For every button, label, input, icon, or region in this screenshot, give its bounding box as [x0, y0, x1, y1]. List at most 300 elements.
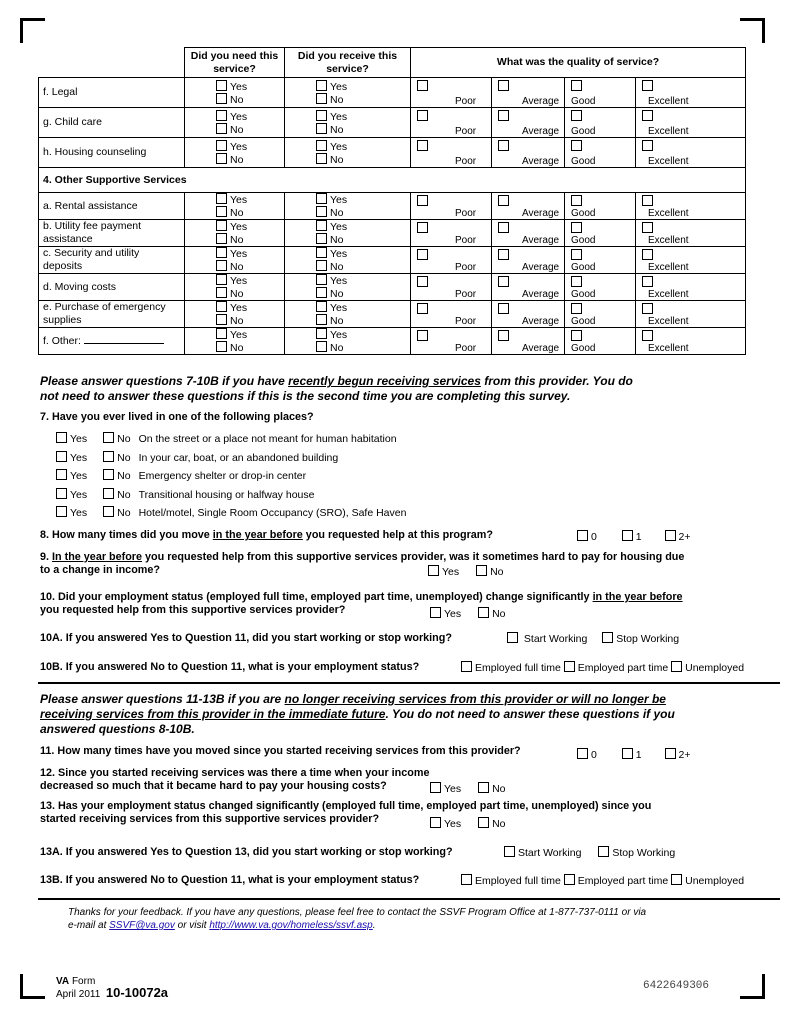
service-label: f. Legal [43, 86, 78, 98]
instr2-pre: Please answer questions 11-13B if you are [40, 692, 285, 706]
rows-a-2-receive-no-label: No [330, 153, 344, 166]
rows-a-0-receive-yes-checkbox[interactable] [316, 80, 327, 91]
q7-yes-label: Yes [70, 507, 88, 519]
rows-b-0-need-no-checkbox[interactable] [216, 206, 227, 217]
rows-a-1-quality-2-cell [565, 108, 636, 138]
rows-b-1-need-no-label: No [230, 234, 244, 246]
rows-b-0-quality-3-checkbox[interactable] [642, 195, 653, 206]
rows-a-1-receive-cell [285, 108, 411, 138]
q13a-stop-checkbox[interactable] [598, 846, 609, 857]
rows-a-2-quality-3-label: Excellent [648, 156, 689, 167]
rows-b-1-receive-no-label: No [330, 234, 344, 246]
rows-b-2-quality-1-label: Average [522, 262, 560, 273]
header-quality: What was the quality of service? [411, 48, 746, 78]
rows-a-2-quality-3-cell [636, 138, 746, 168]
q9-yes-checkbox[interactable] [428, 565, 439, 576]
q13b-parttime-checkbox[interactable] [564, 874, 575, 885]
service-label: g. Child care [43, 116, 102, 128]
rows-b-1-quality-0-label: Poor [455, 235, 477, 246]
q10b-unemployed-checkbox[interactable] [671, 661, 682, 672]
rows-b-0-quality-0-checkbox[interactable] [417, 195, 428, 206]
rows-b-2-receive-no-label: No [330, 261, 344, 273]
service-row [39, 301, 746, 328]
rows-b-1-quality-3-checkbox[interactable] [642, 222, 653, 233]
rows-a-1-need-yes-checkbox[interactable] [216, 110, 227, 121]
q10a-stop-checkbox[interactable] [602, 632, 613, 643]
q13-no-label: No [492, 818, 506, 830]
q7-yes-label: Yes [70, 470, 88, 482]
rows-a-0-receive-no-label: No [330, 93, 344, 106]
rows-b-3-quality-3-label: Excellent [648, 289, 689, 300]
instr2-line3: answered questions 8-10B. [40, 722, 195, 736]
rows-a-0-need-no-checkbox[interactable] [216, 93, 227, 104]
services-table [38, 47, 746, 355]
footer-period: . [372, 920, 376, 931]
q10-text [40, 591, 683, 617]
q8-checkbox-2plus[interactable] [665, 530, 676, 541]
q8-checkbox-1[interactable] [622, 530, 633, 541]
rows-b-5-receive-cell [285, 328, 411, 355]
rows-a-2-quality-2-checkbox[interactable] [571, 140, 582, 151]
rows-a-2-quality-3-checkbox[interactable] [642, 140, 653, 151]
rows-a-0-quality-0-cell [411, 78, 492, 108]
instr1-line2: not need to answer these questions if this is the second time you are completing this survey. [40, 389, 571, 403]
rows-a-2-quality-0-label: Poor [455, 156, 477, 167]
rows-b-2-receive-no-checkbox[interactable] [316, 260, 327, 271]
rows-b-2-receive-yes-checkbox[interactable] [316, 247, 327, 258]
q10-pre: 10. Did your employment status (employed full time, employed part time, unemployed) change significantly [40, 591, 593, 603]
q7-item-3-no-checkbox[interactable] [103, 488, 114, 499]
q10b-parttime-checkbox[interactable] [564, 661, 575, 672]
rows-b-0-quality-0-cell [411, 193, 492, 220]
q7-item-0-yes-checkbox[interactable] [56, 432, 67, 443]
instr1-underlined: recently begun receiving services [288, 374, 481, 388]
rows-b-4-quality-1-label: Average [522, 316, 560, 327]
rows-a-0-quality-2-label: Good [571, 96, 596, 107]
rows-b-0-quality-1-label: Average [522, 208, 560, 219]
rows-b-2-quality-3-label: Excellent [648, 262, 689, 273]
rows-a-1-need-no-label: No [230, 123, 244, 136]
q7-yes-label: Yes [70, 433, 88, 445]
q9-no-checkbox[interactable] [476, 565, 487, 576]
q8-underlined: in the year before [212, 529, 303, 541]
rows-b-0-quality-2-cell [565, 193, 636, 220]
other-blank-line[interactable] [84, 343, 164, 344]
q13b-fulltime-label: Employed full time [475, 875, 561, 887]
q7-yes-label: Yes [70, 488, 88, 501]
rows-a-0-quality-3-cell [636, 78, 746, 108]
rows-b-3-receive-cell [285, 274, 411, 301]
rows-b-2-need-yes-label: Yes [230, 248, 248, 260]
rows-b-1-quality-0-checkbox[interactable] [417, 222, 428, 233]
q10a-stop-label: Stop Working [616, 633, 680, 645]
rows-b-0-quality-3-cell [636, 193, 746, 220]
rows-b-3-need-no-label: No [230, 288, 244, 300]
q11-option-1: 1 [635, 749, 642, 761]
q10-line2: you requested help from this supportive services provider? [40, 604, 346, 616]
service-row [39, 328, 746, 355]
rows-b-2-need-no-checkbox[interactable] [216, 260, 227, 271]
form-agency: VA [56, 976, 70, 987]
rows-b-0-quality-1-checkbox[interactable] [498, 195, 509, 206]
q7-item-2-yes-checkbox[interactable] [56, 469, 67, 480]
rows-b-3-quality-0-checkbox[interactable] [417, 276, 428, 287]
rows-b-5-need-cell [185, 328, 285, 355]
rows-b-5-quality-0-label: Poor [455, 343, 477, 354]
rows-b-1-quality-2-checkbox[interactable] [571, 222, 582, 233]
rows-b-3-need-no-checkbox[interactable] [216, 287, 227, 298]
rows-a-0-quality-1-checkbox[interactable] [498, 80, 509, 91]
q8-options [577, 530, 691, 544]
q13a-start-label: Start Working [518, 847, 582, 859]
q7-item-2-no-checkbox[interactable] [103, 469, 114, 480]
rows-b-3-quality-1-label: Average [522, 289, 560, 300]
rows-b-5-quality-2-checkbox[interactable] [571, 330, 582, 341]
q8-checkbox-0[interactable] [577, 530, 588, 541]
rows-a-0-quality-2-checkbox[interactable] [571, 80, 582, 91]
q7-item-label: Transitional housing or halfway house [138, 488, 315, 501]
rows-a-2-quality-0-cell [411, 138, 492, 168]
rows-a-0-receive-no-checkbox[interactable] [316, 93, 327, 104]
q7-item-1-yes-checkbox[interactable] [56, 451, 67, 462]
service-row [39, 193, 746, 220]
rows-b-0-receive-no-checkbox[interactable] [316, 206, 327, 217]
rows-b-5-quality-0-cell [411, 328, 492, 355]
rows-b-5-quality-2-cell [565, 328, 636, 355]
q7-item-row [56, 432, 397, 446]
rows-b-5-need-no-label: No [230, 342, 244, 354]
q10b-unemployed-label: Unemployed [685, 662, 745, 674]
q8-pre: 8. How many times did you move [40, 529, 213, 541]
footer-divider [38, 898, 780, 900]
rows-b-0-need-yes-label: Yes [230, 194, 248, 206]
rows-b-4-receive-yes-checkbox[interactable] [316, 301, 327, 312]
q9-line2: to a change in income? [40, 564, 160, 576]
q7-item-label: Hotel/motel, Single Room Occupancy (SRO), Safe Haven [138, 507, 407, 519]
rows-b-4-quality-1-cell [492, 301, 565, 328]
rows-b-0-receive-no-label: No [330, 207, 344, 219]
q12-text [40, 767, 429, 793]
q13a-options [504, 846, 675, 860]
rows-a-0-quality-0-label: Poor [455, 96, 477, 107]
rows-b-2-need-yes-checkbox[interactable] [216, 247, 227, 258]
rows-b-2-quality-2-checkbox[interactable] [571, 249, 582, 260]
q13b-unemployed-checkbox[interactable] [671, 874, 682, 885]
rows-b-0-quality-2-label: Good [571, 208, 596, 219]
rows-a-1-quality-3-cell [636, 108, 746, 138]
rows-a-1-quality-0-checkbox[interactable] [417, 110, 428, 121]
rows-a-0-quality-1-cell [492, 78, 565, 108]
rows-a-0-need-yes-checkbox[interactable] [216, 80, 227, 91]
q11-option-2plus: 2+ [678, 749, 691, 761]
rows-b-3-quality-1-checkbox[interactable] [498, 276, 509, 287]
rows-b-2-quality-0-label: Poor [455, 262, 477, 273]
rows-a-2-quality-0-checkbox[interactable] [417, 140, 428, 151]
rows-a-2-need-no-label: No [230, 153, 244, 166]
rows-b-2-quality-1-checkbox[interactable] [498, 249, 509, 260]
rows-b-0-need-cell [185, 193, 285, 220]
rows-b-4-need-no-checkbox[interactable] [216, 314, 227, 325]
q7-no-label: No [117, 507, 131, 519]
rows-b-1-receive-cell [285, 220, 411, 247]
rows-b-4-quality-2-checkbox[interactable] [571, 303, 582, 314]
rows-b-4-quality-3-cell [636, 301, 746, 328]
rows-a-2-need-yes-checkbox[interactable] [216, 140, 227, 151]
rows-b-5-quality-0-checkbox[interactable] [417, 330, 428, 341]
rows-a-1-need-cell [185, 108, 285, 138]
rows-b-0-need-yes-checkbox[interactable] [216, 193, 227, 204]
rows-b-1-need-yes-checkbox[interactable] [216, 220, 227, 231]
header-receive: Did you receive this service? [285, 48, 411, 78]
q9-no-label: No [490, 566, 504, 578]
q10a-start-checkbox[interactable] [507, 632, 518, 643]
instr2-underlined1: no longer receiving services from this provider or will no longer be [284, 692, 666, 706]
rows-a-2-need-cell [185, 138, 285, 168]
q11-checkbox-2plus[interactable] [665, 748, 676, 759]
rows-b-2-quality-0-checkbox[interactable] [417, 249, 428, 260]
rows-b-5-need-yes-checkbox[interactable] [216, 328, 227, 339]
rows-a-1-need-yes-label: Yes [230, 110, 248, 123]
q13b-fulltime-checkbox[interactable] [461, 874, 472, 885]
service-label-cell [39, 193, 185, 220]
rows-b-5-need-no-checkbox[interactable] [216, 341, 227, 352]
q13b-options [461, 874, 744, 888]
q10-yes-label: Yes [444, 608, 462, 620]
rows-b-4-need-yes-label: Yes [230, 302, 248, 314]
rows-b-5-quality-1-cell [492, 328, 565, 355]
rows-a-0-quality-3-label: Excellent [648, 96, 689, 107]
rows-a-2-quality-1-checkbox[interactable] [498, 140, 509, 151]
rows-b-4-need-no-label: No [230, 315, 244, 327]
q8-option-2plus: 2+ [678, 531, 691, 543]
q9-options [428, 565, 504, 579]
rows-b-1-receive-yes-label: Yes [330, 221, 348, 233]
rows-b-1-quality-0-cell [411, 220, 492, 247]
q7-item-row [56, 506, 406, 520]
instructions-7-10b [40, 374, 633, 404]
rows-a-1-quality-0-label: Poor [455, 126, 477, 137]
rows-a-1-need-no-checkbox[interactable] [216, 123, 227, 134]
q10b-fulltime-label: Employed full time [475, 662, 561, 674]
header-blank [39, 48, 185, 78]
rows-a-1-quality-3-label: Excellent [648, 126, 689, 137]
q13-options [430, 817, 506, 831]
rows-b-5-quality-1-label: Average [522, 343, 560, 354]
rows-b-3-need-yes-checkbox[interactable] [216, 274, 227, 285]
rows-b-5-quality-1-checkbox[interactable] [498, 330, 509, 341]
q7-no-label: No [117, 451, 131, 464]
rows-a-1-quality-3-checkbox[interactable] [642, 110, 653, 121]
service-label: d. Moving costs [43, 280, 116, 293]
email-link[interactable]: SSVF@va.gov [109, 920, 175, 931]
rows-b-2-need-no-label: No [230, 261, 244, 273]
q13-no-checkbox[interactable] [478, 817, 489, 828]
rows-b-0-receive-yes-label: Yes [330, 194, 348, 206]
rows-b-2-quality-2-label: Good [571, 262, 596, 273]
q7-item-label: Emergency shelter or drop-in center [138, 470, 307, 482]
rows-a-1-quality-1-cell [492, 108, 565, 138]
rows-a-0-receive-yes-label: Yes [330, 80, 348, 93]
service-label-cell [39, 108, 185, 138]
rows-a-1-receive-no-checkbox[interactable] [316, 123, 327, 134]
rows-b-1-quality-1-label: Average [522, 235, 560, 246]
rows-b-1-need-yes-label: Yes [230, 221, 248, 233]
rows-a-2-receive-yes-checkbox[interactable] [316, 140, 327, 151]
rows-b-4-quality-0-checkbox[interactable] [417, 303, 428, 314]
rows-b-3-receive-yes-checkbox[interactable] [316, 274, 327, 285]
q7-item-row [56, 451, 338, 465]
q7-text: 7. Have you ever lived in one of the following places? [40, 411, 314, 423]
corner-mark-top-left [20, 18, 45, 43]
q12-line2: decreased so much that it became hard to pay your housing costs? [40, 780, 387, 792]
rows-b-1-quality-1-cell [492, 220, 565, 247]
rows-b-4-need-yes-checkbox[interactable] [216, 301, 227, 312]
q13a-start-checkbox[interactable] [504, 846, 515, 857]
rows-b-3-quality-3-checkbox[interactable] [642, 276, 653, 287]
q13b-unemployed-label: Unemployed [685, 875, 745, 887]
q7-item-label: In your car, boat, or an abandoned building [138, 451, 339, 464]
q7-item-4-yes-checkbox[interactable] [56, 506, 67, 517]
q7-item-0-no-checkbox[interactable] [103, 432, 114, 443]
instructions-11-13b [40, 692, 675, 737]
q9-text [40, 551, 684, 577]
q10a-options [507, 632, 679, 646]
rows-b-1-receive-yes-checkbox[interactable] [316, 220, 327, 231]
rows-b-0-quality-2-checkbox[interactable] [571, 195, 582, 206]
rows-b-5-quality-3-cell [636, 328, 746, 355]
q11-checkbox-1[interactable] [622, 748, 633, 759]
q12-yes-checkbox[interactable] [430, 782, 441, 793]
rows-b-5-receive-yes-checkbox[interactable] [316, 328, 327, 339]
service-label: h. Housing counseling [43, 146, 147, 158]
rows-b-1-need-no-checkbox[interactable] [216, 233, 227, 244]
q9-yes-label: Yes [442, 566, 460, 578]
rows-a-0-quality-3-checkbox[interactable] [642, 80, 653, 91]
rows-b-4-receive-no-checkbox[interactable] [316, 314, 327, 325]
rows-a-0-need-no-label: No [230, 93, 244, 106]
q7-item-3-yes-checkbox[interactable] [56, 488, 67, 499]
rows-b-5-need-yes-label: Yes [230, 329, 248, 341]
section-4-heading: 4. Other Supportive Services [39, 168, 746, 193]
rows-b-2-receive-yes-label: Yes [330, 248, 348, 260]
rows-b-1-quality-1-checkbox[interactable] [498, 222, 509, 233]
q7-no-label: No [117, 470, 131, 482]
rows-a-1-quality-1-checkbox[interactable] [498, 110, 509, 121]
service-label-cell [39, 328, 185, 355]
rows-b-2-quality-3-checkbox[interactable] [642, 249, 653, 260]
rows-a-2-need-yes-label: Yes [230, 140, 248, 153]
rows-a-1-quality-2-checkbox[interactable] [571, 110, 582, 121]
rows-a-2-need-no-checkbox[interactable] [216, 153, 227, 164]
rows-b-1-need-cell [185, 220, 285, 247]
q10b-text: 10B. If you answered No to Question 11, what is your employment status? [40, 661, 420, 673]
q10-no-label: No [492, 608, 506, 620]
form-date: April 2011 [56, 989, 101, 1000]
rows-b-3-receive-no-checkbox[interactable] [316, 287, 327, 298]
rows-b-2-need-cell [185, 247, 285, 274]
q7-no-label: No [117, 488, 131, 501]
rows-a-1-quality-2-label: Good [571, 126, 596, 137]
instr2-underlined2: receiving services from this provider in the immediate future [40, 707, 386, 721]
q12-yes-label: Yes [444, 783, 462, 795]
q9-post: you requested help from this supportive services provider, was it sometimes hard to pay for housing due [142, 551, 685, 563]
rows-b-0-receive-yes-checkbox[interactable] [316, 193, 327, 204]
rows-b-5-receive-no-checkbox[interactable] [316, 341, 327, 352]
rows-b-5-quality-2-label: Good [571, 343, 596, 354]
service-row [39, 108, 746, 138]
q10-yes-checkbox[interactable] [430, 607, 441, 618]
rows-b-3-quality-3-cell [636, 274, 746, 301]
rows-a-1-receive-no-label: No [330, 123, 344, 136]
rows-b-0-receive-cell [285, 193, 411, 220]
rows-b-5-quality-3-checkbox[interactable] [642, 330, 653, 341]
q13a-text: 13A. If you answered Yes to Question 13, did you start working or stop working? [40, 846, 453, 858]
service-label-cell [39, 78, 185, 108]
rows-b-4-quality-0-cell [411, 301, 492, 328]
rows-a-0-quality-0-checkbox[interactable] [417, 80, 428, 91]
rows-a-2-receive-no-checkbox[interactable] [316, 153, 327, 164]
rows-b-4-quality-1-checkbox[interactable] [498, 303, 509, 314]
q9-underlined: In the year before [52, 551, 143, 563]
rows-b-4-quality-2-cell [565, 301, 636, 328]
rows-b-3-receive-no-label: No [330, 288, 344, 300]
rows-a-1-quality-1-label: Average [522, 126, 560, 137]
rows-a-2-receive-cell [285, 138, 411, 168]
header-need: Did you need this service? [185, 48, 285, 78]
rows-b-3-quality-2-checkbox[interactable] [571, 276, 582, 287]
document-barcode-number: 6422649306 [643, 980, 710, 992]
q7-item-4-no-checkbox[interactable] [103, 506, 114, 517]
q7-item-1-no-checkbox[interactable] [103, 451, 114, 462]
service-row [39, 138, 746, 168]
rows-b-4-quality-3-checkbox[interactable] [642, 303, 653, 314]
q10-no-checkbox[interactable] [478, 607, 489, 618]
q12-no-checkbox[interactable] [478, 782, 489, 793]
rows-b-1-receive-no-checkbox[interactable] [316, 233, 327, 244]
rows-b-5-receive-no-label: No [330, 342, 344, 354]
service-label-cell [39, 220, 185, 247]
service-row [39, 220, 746, 247]
rows-b-2-quality-3-cell [636, 247, 746, 274]
q13a-stop-label: Stop Working [612, 847, 676, 859]
corner-mark-bottom-left [20, 974, 45, 999]
rows-b-3-quality-2-label: Good [571, 289, 596, 300]
rows-a-0-receive-cell [285, 78, 411, 108]
rows-a-2-quality-2-cell [565, 138, 636, 168]
service-label-cell [39, 247, 185, 274]
q11-checkbox-0[interactable] [577, 748, 588, 759]
q7-item-label: On the street or a place not meant for human habitation [138, 433, 397, 445]
rows-b-4-quality-0-label: Poor [455, 316, 477, 327]
q8-option-1: 1 [635, 531, 642, 543]
q10b-fulltime-checkbox[interactable] [461, 661, 472, 672]
rows-a-0-need-cell [185, 78, 285, 108]
q8-option-0: 0 [591, 531, 597, 543]
q12-options [430, 782, 506, 796]
rows-b-0-need-no-label: No [230, 207, 244, 219]
rows-b-1-quality-2-cell [565, 220, 636, 247]
q10b-parttime-label: Employed part time [577, 662, 669, 674]
website-link[interactable]: http://www.va.gov/homeless/ssvf.asp [209, 920, 373, 931]
q13-yes-checkbox[interactable] [430, 817, 441, 828]
rows-b-0-quality-0-label: Poor [455, 208, 477, 219]
rows-b-0-quality-3-label: Excellent [648, 208, 689, 219]
rows-a-0-quality-2-cell [565, 78, 636, 108]
corner-mark-bottom-right [740, 974, 765, 999]
rows-a-1-receive-yes-checkbox[interactable] [316, 110, 327, 121]
q9-pre: 9. [40, 551, 53, 563]
service-row [39, 247, 746, 274]
